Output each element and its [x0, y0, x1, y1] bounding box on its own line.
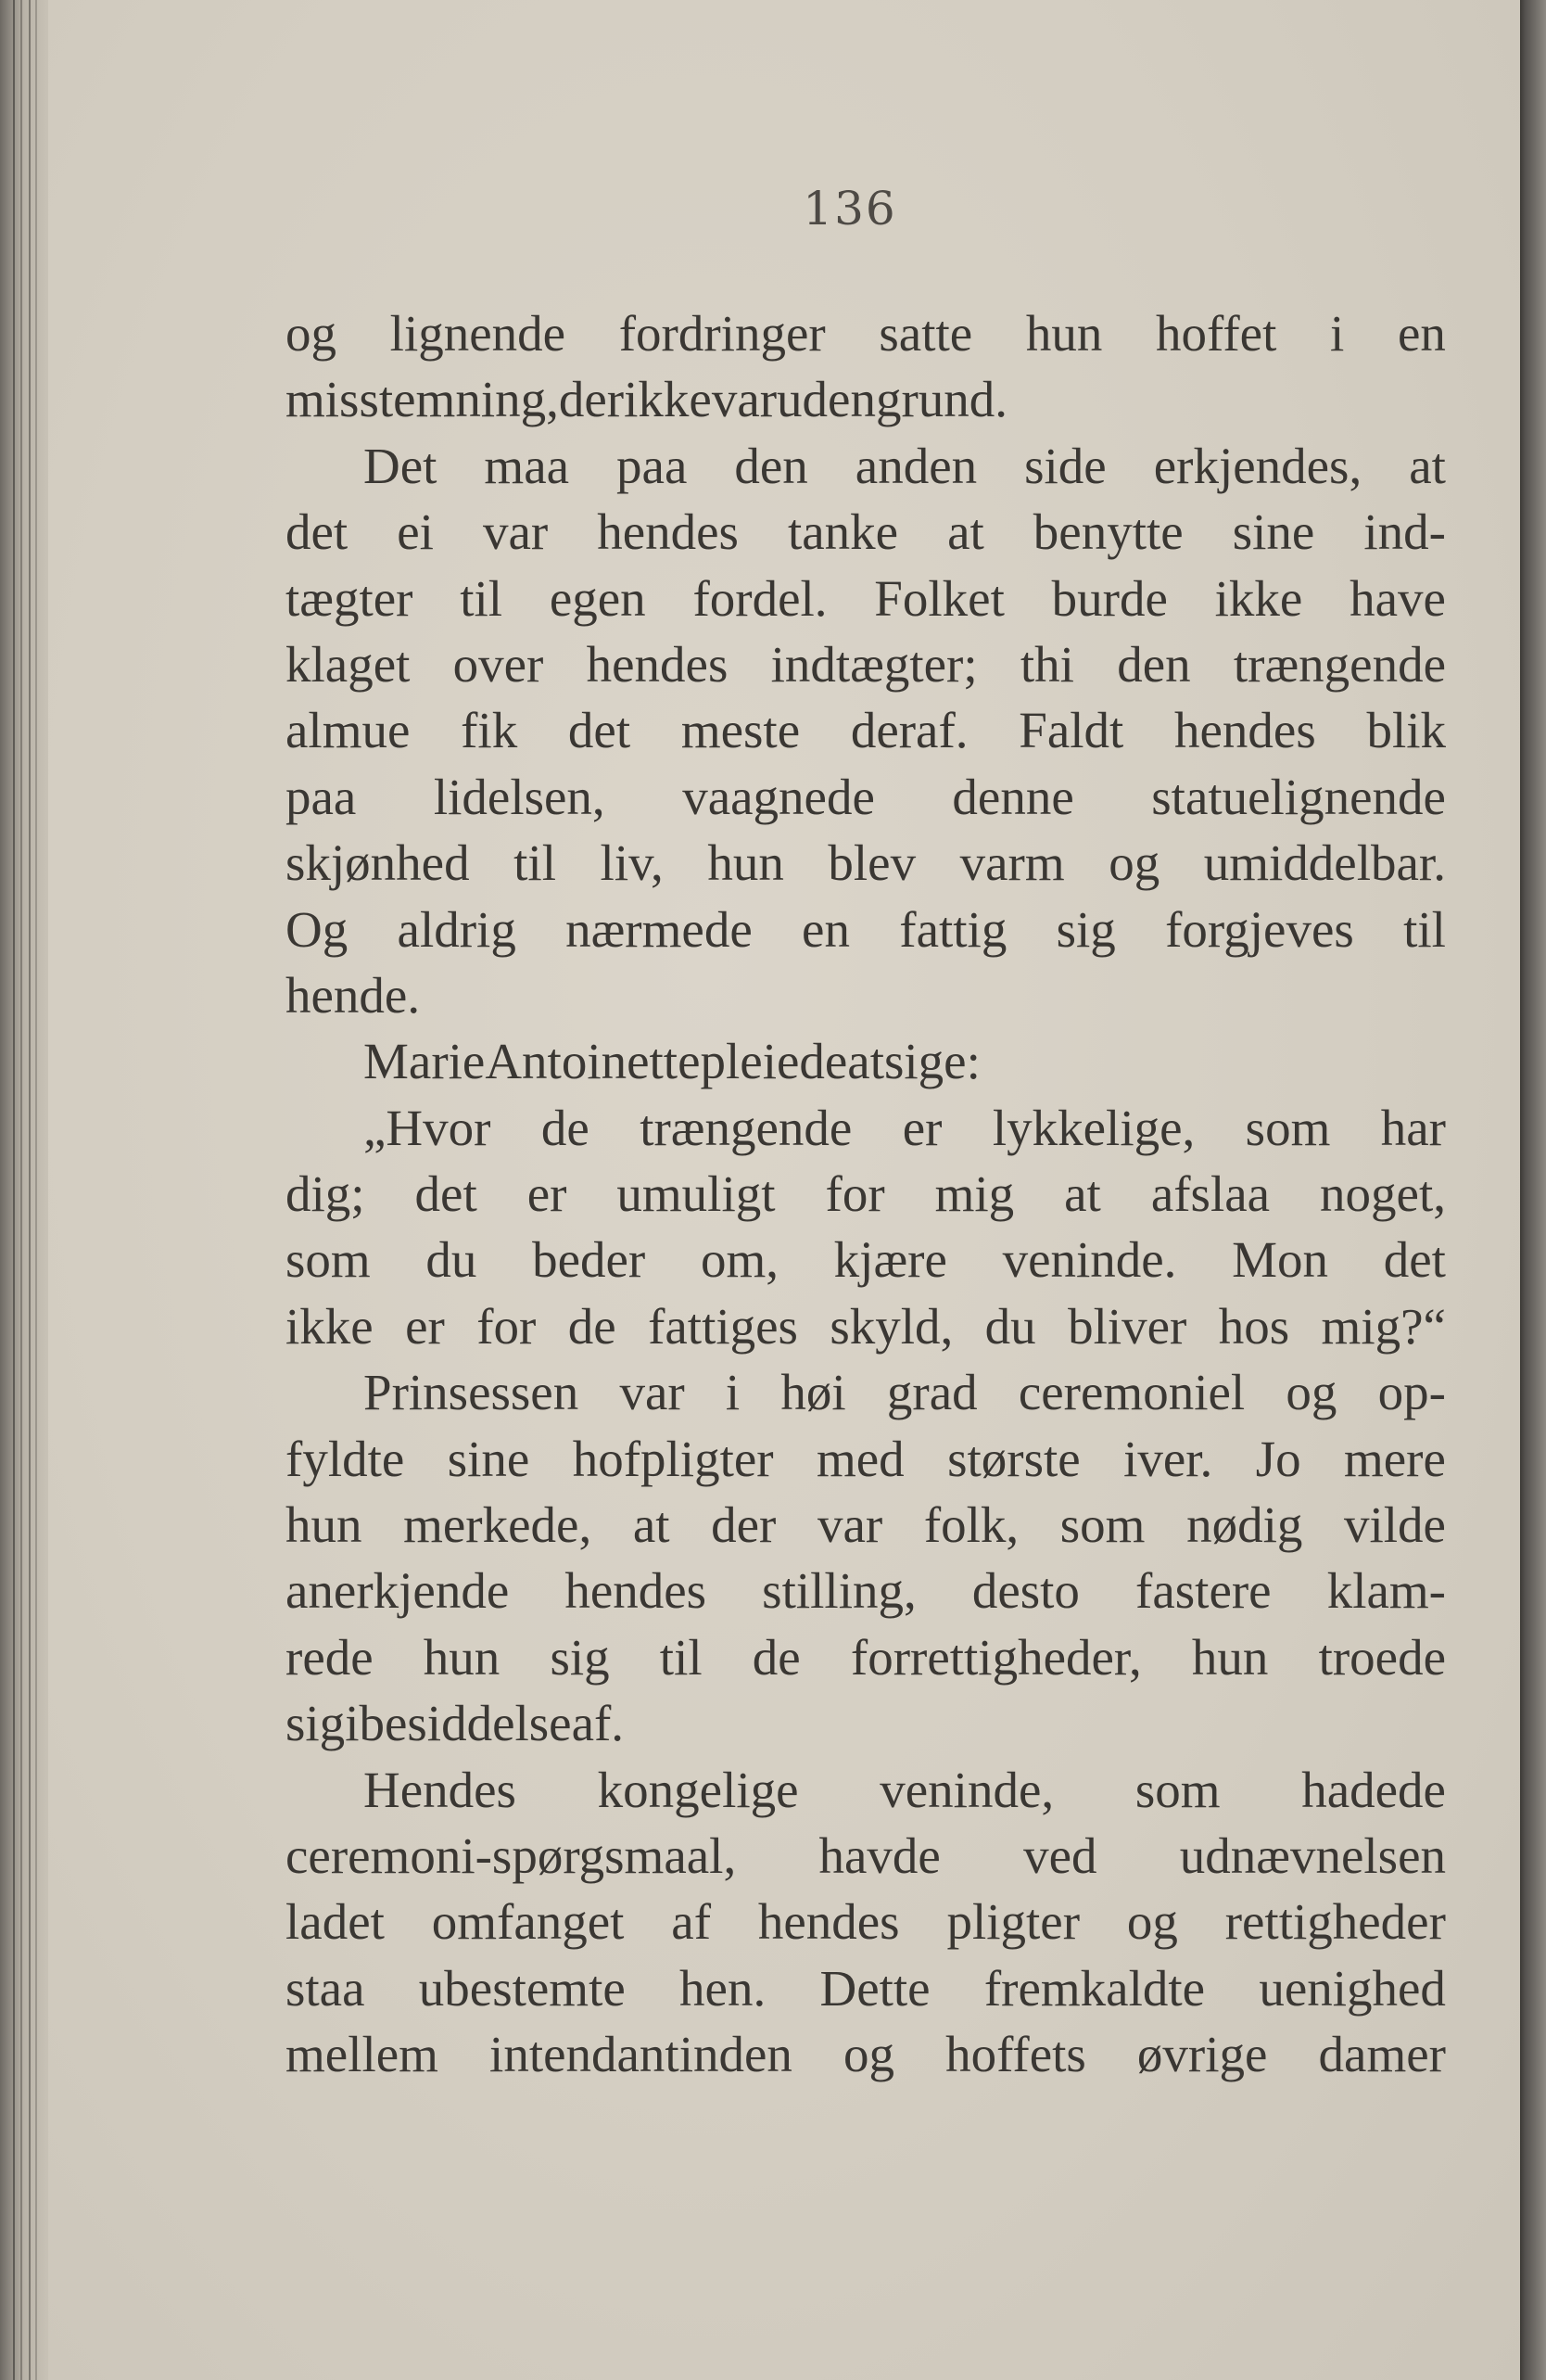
page-edge-shadow [1520, 0, 1546, 2380]
word: damer [1318, 2026, 1446, 2083]
word: sig [1056, 900, 1116, 958]
word: en [1397, 305, 1446, 362]
word: største [947, 1430, 1081, 1487]
word: ved [1023, 1826, 1097, 1884]
word: have [1350, 569, 1446, 627]
word: ei [397, 503, 434, 561]
word: ladet [285, 1893, 385, 1951]
word: blik [1366, 702, 1446, 759]
word: omfanget [431, 1893, 625, 1951]
word: benytte [1033, 503, 1184, 561]
word: paa [285, 768, 357, 825]
word: anden [855, 437, 978, 494]
word: og [1109, 834, 1160, 892]
word: til [460, 569, 503, 627]
word: og [1286, 1364, 1337, 1421]
text-line [285, 566, 1446, 631]
word: øvrige [1136, 2026, 1268, 2083]
word: fastere [1135, 1562, 1272, 1620]
word: hende. [285, 966, 421, 1024]
word: besiddelse [359, 1695, 572, 1752]
text-line [285, 1558, 1446, 1623]
text-line [285, 631, 1446, 697]
word: du [425, 1231, 477, 1289]
word: veninde, [880, 1761, 1055, 1818]
text-line [285, 1492, 1446, 1558]
text-line [285, 1823, 1446, 1889]
word: Folket [874, 569, 1005, 627]
text-line [285, 1955, 1446, 2021]
word: fordel. [692, 569, 828, 627]
word: til [1403, 900, 1446, 958]
word: liv, [600, 834, 664, 892]
word: var [482, 503, 549, 561]
word: som [1059, 1496, 1146, 1554]
word: at [1064, 1165, 1101, 1223]
word: for [476, 1297, 537, 1355]
word: anerkjende [285, 1562, 510, 1620]
word: pligter [946, 1893, 1081, 1951]
word: noget, [1320, 1165, 1446, 1223]
word: sig [285, 1695, 346, 1752]
word: paa [616, 437, 688, 494]
word: bliver [1068, 1297, 1187, 1355]
word: de [567, 1297, 616, 1355]
word: ikke [1214, 569, 1303, 627]
word: som [1134, 1761, 1221, 1818]
word: pleiede [700, 1033, 848, 1090]
word: iver. [1123, 1430, 1213, 1487]
word: intendantinden [489, 2026, 792, 2083]
text-line [285, 962, 1446, 1028]
word: det [414, 1165, 477, 1223]
word: vaagnede [682, 768, 875, 825]
word: afslaa [1150, 1165, 1271, 1223]
word: stilling, [762, 1562, 917, 1620]
word: rede [285, 1628, 374, 1686]
word: varm [959, 834, 1065, 892]
text-line [285, 433, 1446, 499]
word: hun [285, 1496, 362, 1554]
word: om, [700, 1231, 779, 1289]
text-line [285, 1624, 1446, 1690]
word: tægter [285, 569, 413, 627]
word: der [711, 1496, 777, 1554]
word: ceremoni-spørgsmaal, [285, 1826, 737, 1884]
text-line [285, 1293, 1446, 1359]
word: Mon [1232, 1231, 1329, 1289]
word: den [734, 437, 808, 494]
word: desto [971, 1562, 1080, 1620]
word: som [285, 1231, 371, 1289]
word: ceremoniel [1018, 1364, 1246, 1421]
word: hun [423, 1628, 501, 1686]
body-text [285, 300, 1446, 2088]
word: en [802, 900, 850, 958]
word: i [1330, 305, 1345, 362]
word: hen. [679, 1959, 767, 2017]
word: af. [571, 1695, 625, 1752]
word: kongelige [597, 1761, 799, 1818]
word: fyldte [285, 1430, 405, 1487]
word: ikke [285, 1297, 374, 1355]
word: og [1126, 1893, 1178, 1951]
word: indtægter; [770, 635, 978, 693]
word: har [1380, 1099, 1446, 1156]
text-line [285, 499, 1446, 565]
word: uden [777, 371, 876, 428]
word: „Hvor [363, 1099, 491, 1156]
word: er [526, 1165, 567, 1223]
word: umuligt [616, 1165, 776, 1223]
word: Det [363, 437, 437, 494]
word: sine [447, 1430, 530, 1487]
text-line [285, 1161, 1446, 1227]
text-line [285, 897, 1446, 962]
book-spine-edge [0, 0, 48, 2380]
word: var [817, 1496, 883, 1554]
text-line [285, 1757, 1446, 1823]
word: udnævnelsen [1179, 1826, 1446, 1884]
word: mellem [285, 2026, 438, 2083]
word: at [847, 1033, 884, 1090]
word: dig; [285, 1165, 365, 1223]
word: fordringer [618, 305, 826, 362]
word: hendes [597, 503, 739, 561]
word: havde [818, 1826, 941, 1884]
word: at [1409, 437, 1446, 494]
word: tanke [787, 503, 899, 561]
word: almue [285, 702, 411, 759]
text-line [285, 2021, 1446, 2087]
page-number: 136 [803, 182, 897, 235]
word: hoffets [945, 2026, 1086, 2083]
word: og [843, 2026, 894, 2083]
word: beder [532, 1231, 646, 1289]
word: egen [549, 569, 646, 627]
word: de [752, 1628, 801, 1686]
word: hos [1218, 1297, 1290, 1355]
word: hofpligter [572, 1430, 774, 1487]
word: hun [707, 834, 784, 892]
word: og [285, 305, 336, 362]
word: mere [1343, 1430, 1446, 1487]
word: forrettigheder, [850, 1628, 1142, 1686]
word: veninde. [1002, 1231, 1177, 1289]
word: skyld, [830, 1297, 954, 1355]
text-line [285, 1889, 1446, 1954]
page-paper [37, 0, 1520, 2380]
word: meste [680, 702, 801, 759]
word: klaget [285, 635, 411, 693]
word: sine [1232, 503, 1315, 561]
word: Prinsessen [363, 1364, 579, 1421]
word: Og [285, 900, 348, 958]
word: med [816, 1430, 905, 1487]
word: umiddelbar. [1203, 834, 1446, 892]
word: grad [886, 1364, 978, 1421]
word: fattig [899, 900, 1007, 958]
word: klam- [1326, 1562, 1446, 1620]
word: lignende [389, 305, 566, 362]
word: hendes [564, 1562, 707, 1620]
word: ubestemte [418, 1959, 626, 2017]
word: statuelignende [1151, 768, 1446, 825]
word: lidelsen, [433, 768, 605, 825]
word: burde [1051, 569, 1168, 627]
word: rettigheder [1224, 1893, 1446, 1951]
word: sig [550, 1628, 610, 1686]
word: er [405, 1297, 445, 1355]
word: vilde [1343, 1496, 1446, 1554]
word: hun [1025, 305, 1103, 362]
text-line [285, 1028, 1446, 1094]
word: grund. [875, 371, 1008, 428]
word: skjønhed [285, 834, 470, 892]
word: hun [1191, 1628, 1269, 1686]
word: til [513, 834, 556, 892]
text-line [285, 1359, 1446, 1425]
word: til [659, 1628, 703, 1686]
word: for [825, 1165, 885, 1223]
text-line [285, 830, 1446, 896]
word: er [902, 1099, 943, 1156]
word: troede [1318, 1628, 1446, 1686]
word: Marie [363, 1033, 486, 1090]
word: trængende [1233, 635, 1446, 693]
word: misstemning, [285, 371, 559, 428]
text-line [285, 366, 1446, 432]
word: af [671, 1893, 712, 1951]
word: hendes [586, 635, 729, 693]
word: ikke [624, 371, 712, 428]
word: hadede [1301, 1761, 1446, 1818]
word: du [984, 1297, 1036, 1355]
word: der [558, 371, 625, 428]
text-line [285, 1095, 1446, 1161]
word: Hendes [363, 1761, 516, 1818]
word: staa [285, 1959, 365, 2017]
word: trængende [640, 1099, 853, 1156]
text-line [285, 300, 1446, 366]
word: var [619, 1364, 685, 1421]
word: lykkelige, [992, 1099, 1196, 1156]
word: deraf. [850, 702, 969, 759]
word: mig [934, 1165, 1015, 1223]
word: Dette [819, 1959, 931, 2017]
word: denne [952, 768, 1074, 825]
word: var [711, 371, 778, 428]
word: fremkaldte [983, 1959, 1206, 2017]
text-line [285, 764, 1446, 830]
word: i [725, 1364, 741, 1421]
word: maa [484, 437, 570, 494]
word: det [285, 503, 348, 561]
word: satte [879, 305, 973, 362]
word: ind- [1363, 503, 1446, 561]
word: den [1117, 635, 1191, 693]
word: sige: [884, 1033, 981, 1090]
word: som [1245, 1099, 1331, 1156]
word: hendes [1174, 702, 1316, 759]
word: nødig [1186, 1496, 1303, 1554]
text-line [285, 1227, 1446, 1292]
word: hendes [757, 1893, 900, 1951]
word: mig?“ [1321, 1297, 1446, 1355]
word: de [540, 1099, 589, 1156]
text-line [285, 697, 1446, 763]
word: merkede, [403, 1496, 592, 1554]
word: Jo [1255, 1430, 1301, 1487]
word: Antoinette [485, 1033, 701, 1090]
word: fattiges [648, 1297, 798, 1355]
word: det [567, 702, 631, 759]
word: hoffet [1156, 305, 1277, 362]
word: over [452, 635, 544, 693]
text-line [285, 1426, 1446, 1492]
word: forgjeves [1165, 900, 1354, 958]
word: erkjendes, [1153, 437, 1362, 494]
word: at [947, 503, 984, 561]
word: nærmede [565, 900, 753, 958]
word: side [1024, 437, 1107, 494]
word: høi [780, 1364, 846, 1421]
text-line [285, 1690, 1446, 1756]
word: at [632, 1496, 670, 1554]
word: aldrig [397, 900, 516, 958]
word: uenighed [1259, 1959, 1446, 2017]
word: op- [1377, 1364, 1446, 1421]
word: fik [461, 702, 518, 759]
word: Faldt [1019, 702, 1124, 759]
word: thi [1020, 635, 1074, 693]
word: blev [828, 834, 917, 892]
word: kjære [833, 1231, 947, 1289]
word: i [345, 1695, 360, 1752]
word: folk, [923, 1496, 1020, 1554]
word: det [1383, 1231, 1446, 1289]
